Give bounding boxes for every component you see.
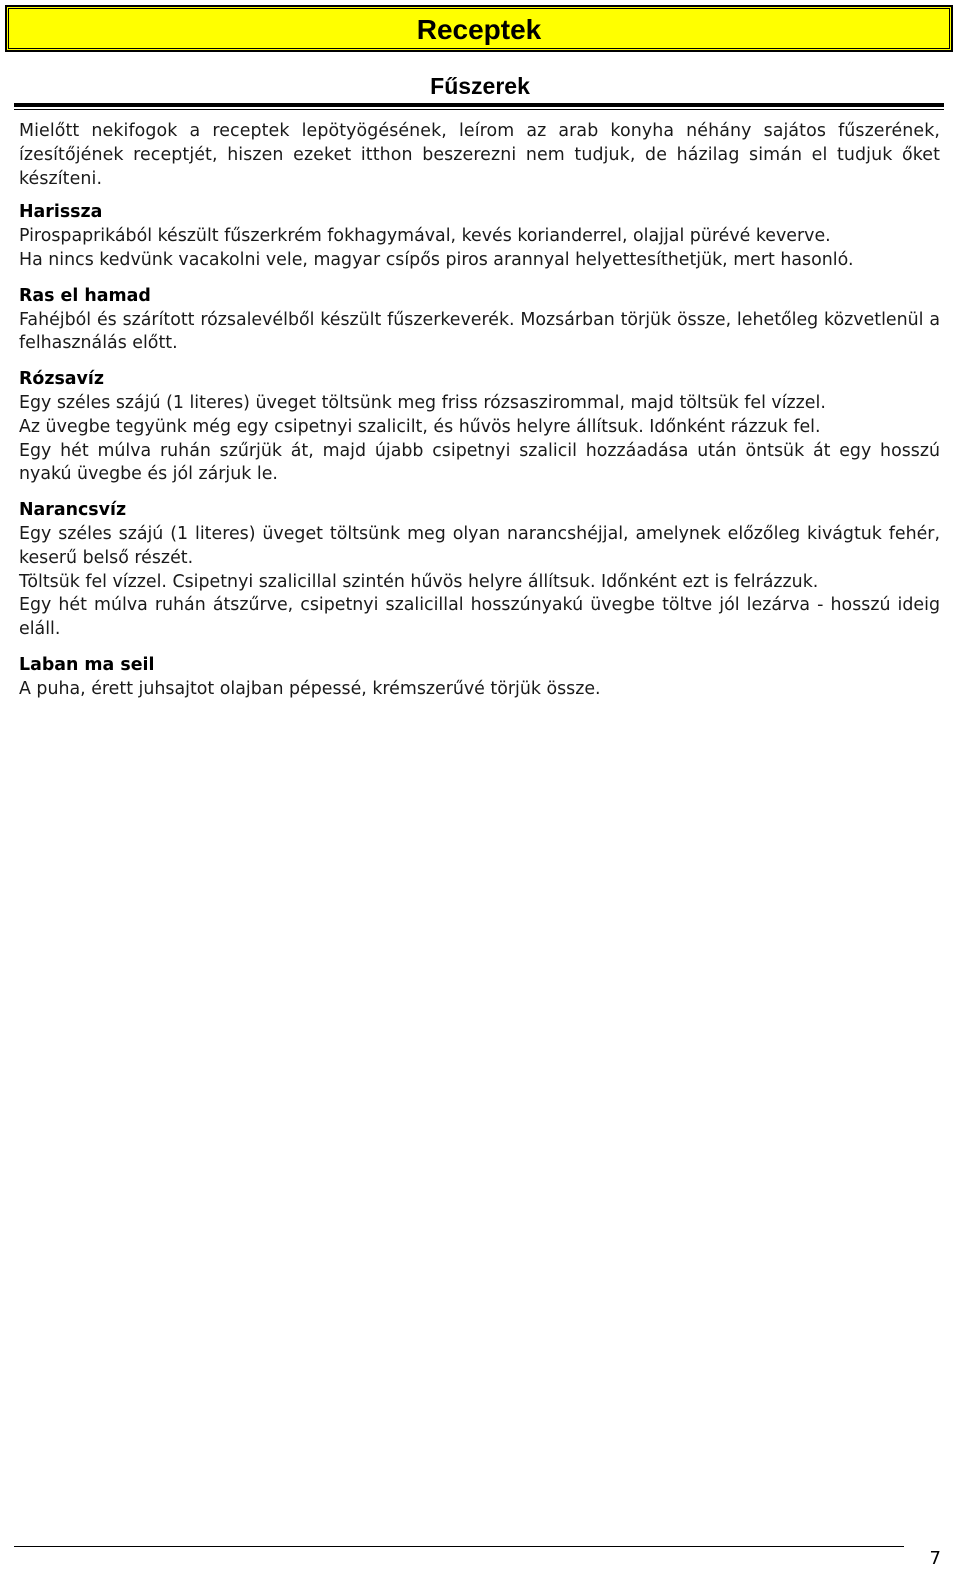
recipe-paragraph: Ha nincs kedvünk vacakolni vele, magyar csípős piros arannyal helyettesíthetjük, mert hasonló.: [19, 249, 854, 270]
recipe-title: Ras el hamad: [19, 285, 151, 306]
document-body: [19, 120, 940, 714]
page-title-banner: [5, 5, 953, 52]
page-number: 7: [929, 1548, 941, 1569]
recipe-title: Narancsvíz: [19, 500, 127, 521]
section-divider-thick: [14, 103, 944, 107]
footer-divider: [14, 1546, 904, 1547]
recipe-harissza: [19, 201, 940, 272]
recipe-paragraph: Egy széles szájú (1 literes) üveget töltsünk meg olyan narancshéjjal, amelynek előzőleg kivágtuk fehér, keserű belső részét.: [19, 523, 940, 568]
recipe-laban-ma-seil: [19, 654, 940, 702]
recipe-rozsaviz: [19, 368, 940, 487]
recipe-title: Harissza: [19, 202, 103, 223]
recipe-paragraph: Töltsük fel vízzel. Csipetnyi szalicillal szintén hűvös helyre állítsuk. Időnként ezt is felrázzuk.: [19, 571, 819, 592]
recipe-paragraph: Fahéjból és szárított rózsalevélből készült fűszerkeverék. Mozsárban törjük össze, lehetőleg közvetlenül a felhasználás előtt.: [19, 309, 940, 354]
section-title: Fűszerek: [430, 73, 530, 99]
recipe-paragraph: Pirospaprikából készült fűszerkrém fokhagymával, kevés korianderrel, olajjal pürévé keverve.: [19, 226, 831, 247]
recipe-ras-el-hamad: [19, 285, 940, 356]
recipe-paragraph: A puha, érett juhsajtot olajban pépessé, krémszerűvé törjük össze.: [19, 678, 601, 699]
recipe-paragraph: Egy hét múlva ruhán átszűrve, csipetnyi szalicillal hosszúnyakú üvegbe töltve jól lezárva - hosszú ideig eláll.: [19, 595, 940, 640]
recipe-title: Laban ma seil: [19, 654, 155, 675]
recipe-narancsviz: [19, 499, 940, 642]
intro-paragraph: Mielőtt nekifogok a receptek lepötyögésének, leírom az arab konyha néhány sajátos fűszerének, ízesítőjének receptjét, hiszen ezeket itthon beszerezni nem tudjuk, de házilag simán el tudjuk őket készíteni.: [19, 121, 940, 189]
recipe-paragraph: Az üvegbe tegyünk még egy csipetnyi szalicilt, és hűvös helyre állítsuk. Időnként rázzuk fel.: [19, 416, 821, 437]
page-title: Receptek: [416, 14, 542, 45]
section-divider-thin: [14, 109, 944, 110]
recipe-paragraph: Egy széles szájú (1 literes) üveget töltsünk meg friss rózsaszirommal, majd töltsük fel vízzel.: [19, 392, 826, 413]
recipe-paragraph: Egy hét múlva ruhán szűrjük át, majd újabb csipetnyi szalicil hozzáadása után öntsük át egy hosszú nyakú üvegbe és jól zárjuk le.: [19, 440, 940, 485]
recipe-title: Rózsavíz: [19, 369, 104, 390]
